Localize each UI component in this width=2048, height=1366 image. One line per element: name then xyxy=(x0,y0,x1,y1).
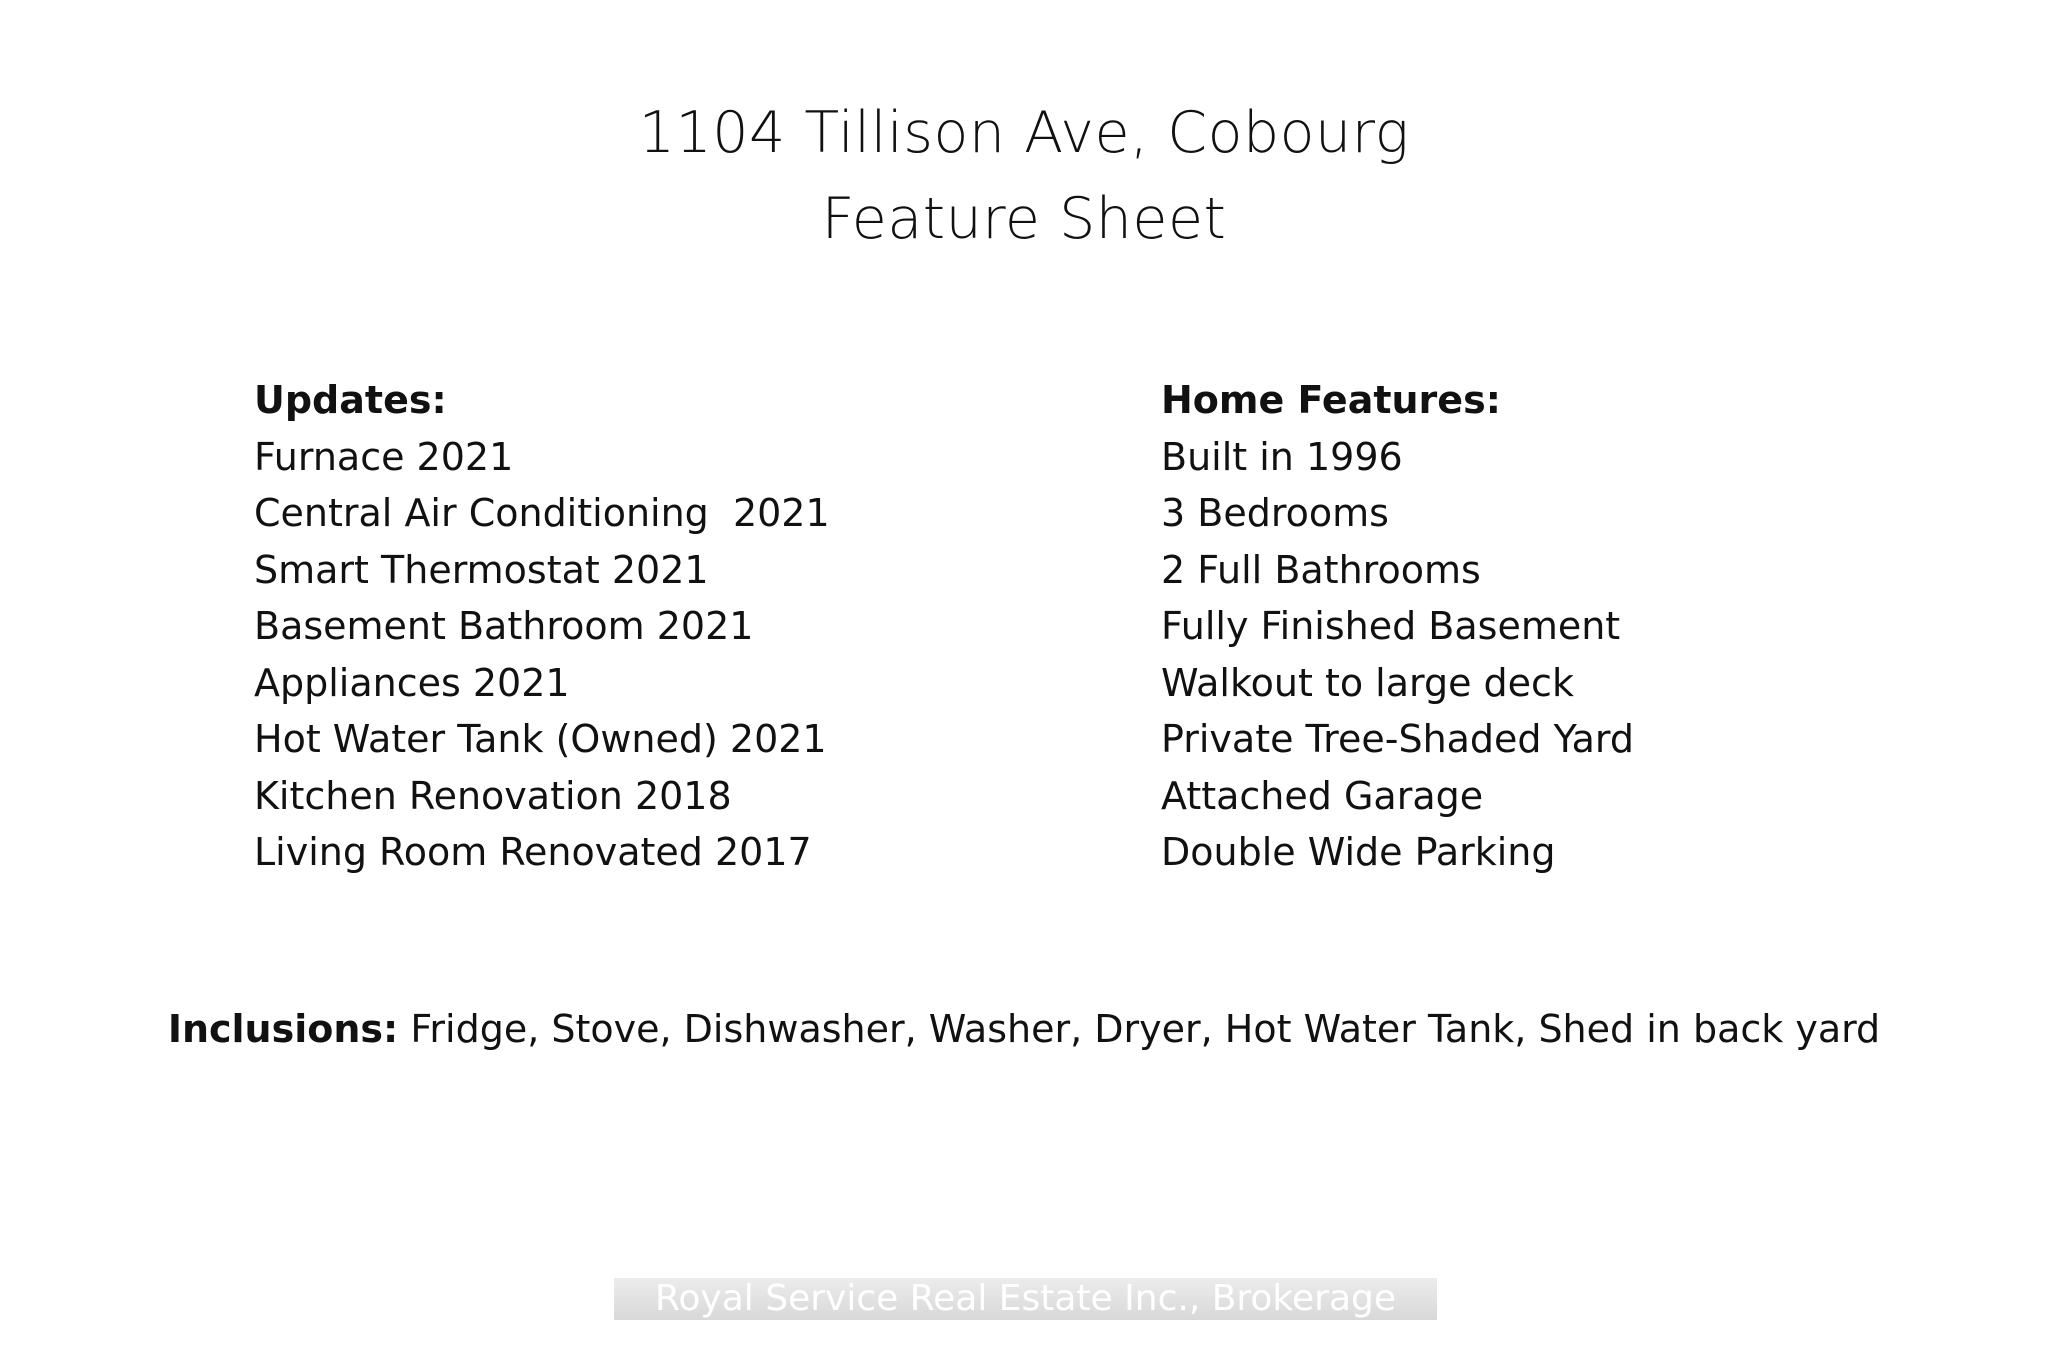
update-item: Basement Bathroom 2021 xyxy=(254,604,754,648)
update-item: Kitchen Renovation 2018 xyxy=(254,773,732,818)
update-item: Smart Thermostat 2021 xyxy=(254,547,709,592)
update-item: Appliances 2021 xyxy=(254,660,570,705)
inclusions-line xyxy=(0,1007,2048,1051)
update-item: Central Air Conditioning 2021 xyxy=(254,491,830,535)
brokerage-banner xyxy=(614,1278,1437,1320)
home-features-heading: Home Features: xyxy=(1161,378,1501,422)
update-item: Living Room Renovated 2017 xyxy=(254,830,812,874)
update-item: Hot Water Tank (Owned) 2021 xyxy=(254,717,827,761)
feature-item: Walkout to large deck xyxy=(1161,660,1574,705)
updates-heading: Updates: xyxy=(254,378,447,422)
home-features-section xyxy=(1161,372,1961,881)
inclusions-label: Inclusions: xyxy=(167,1007,399,1051)
feature-item: Built in 1996 xyxy=(1161,434,1403,479)
feature-item: 2 Full Bathrooms xyxy=(1161,547,1481,592)
feature-item: Fully Finished Basement xyxy=(1161,604,1621,648)
updates-section xyxy=(254,372,1074,881)
feature-item: Attached Garage xyxy=(1161,773,1484,818)
page-subtitle: Feature Sheet xyxy=(821,186,1227,252)
page-title: 1104 Tillison Ave, Cobourg xyxy=(638,100,1410,166)
inclusions-text: Fridge, Stove, Dishwasher, Washer, Dryer, Hot Water Tank, Shed in back yard xyxy=(398,1007,1881,1051)
feature-item: Private Tree-Shaded Yard xyxy=(1161,717,1634,761)
feature-item: Double Wide Parking xyxy=(1161,830,1556,874)
update-item: Furnace 2021 xyxy=(254,434,514,479)
brokerage-text: Royal Service Real Estate Inc., Brokerage xyxy=(654,1278,1397,1319)
feature-item: 3 Bedrooms xyxy=(1161,491,1389,535)
